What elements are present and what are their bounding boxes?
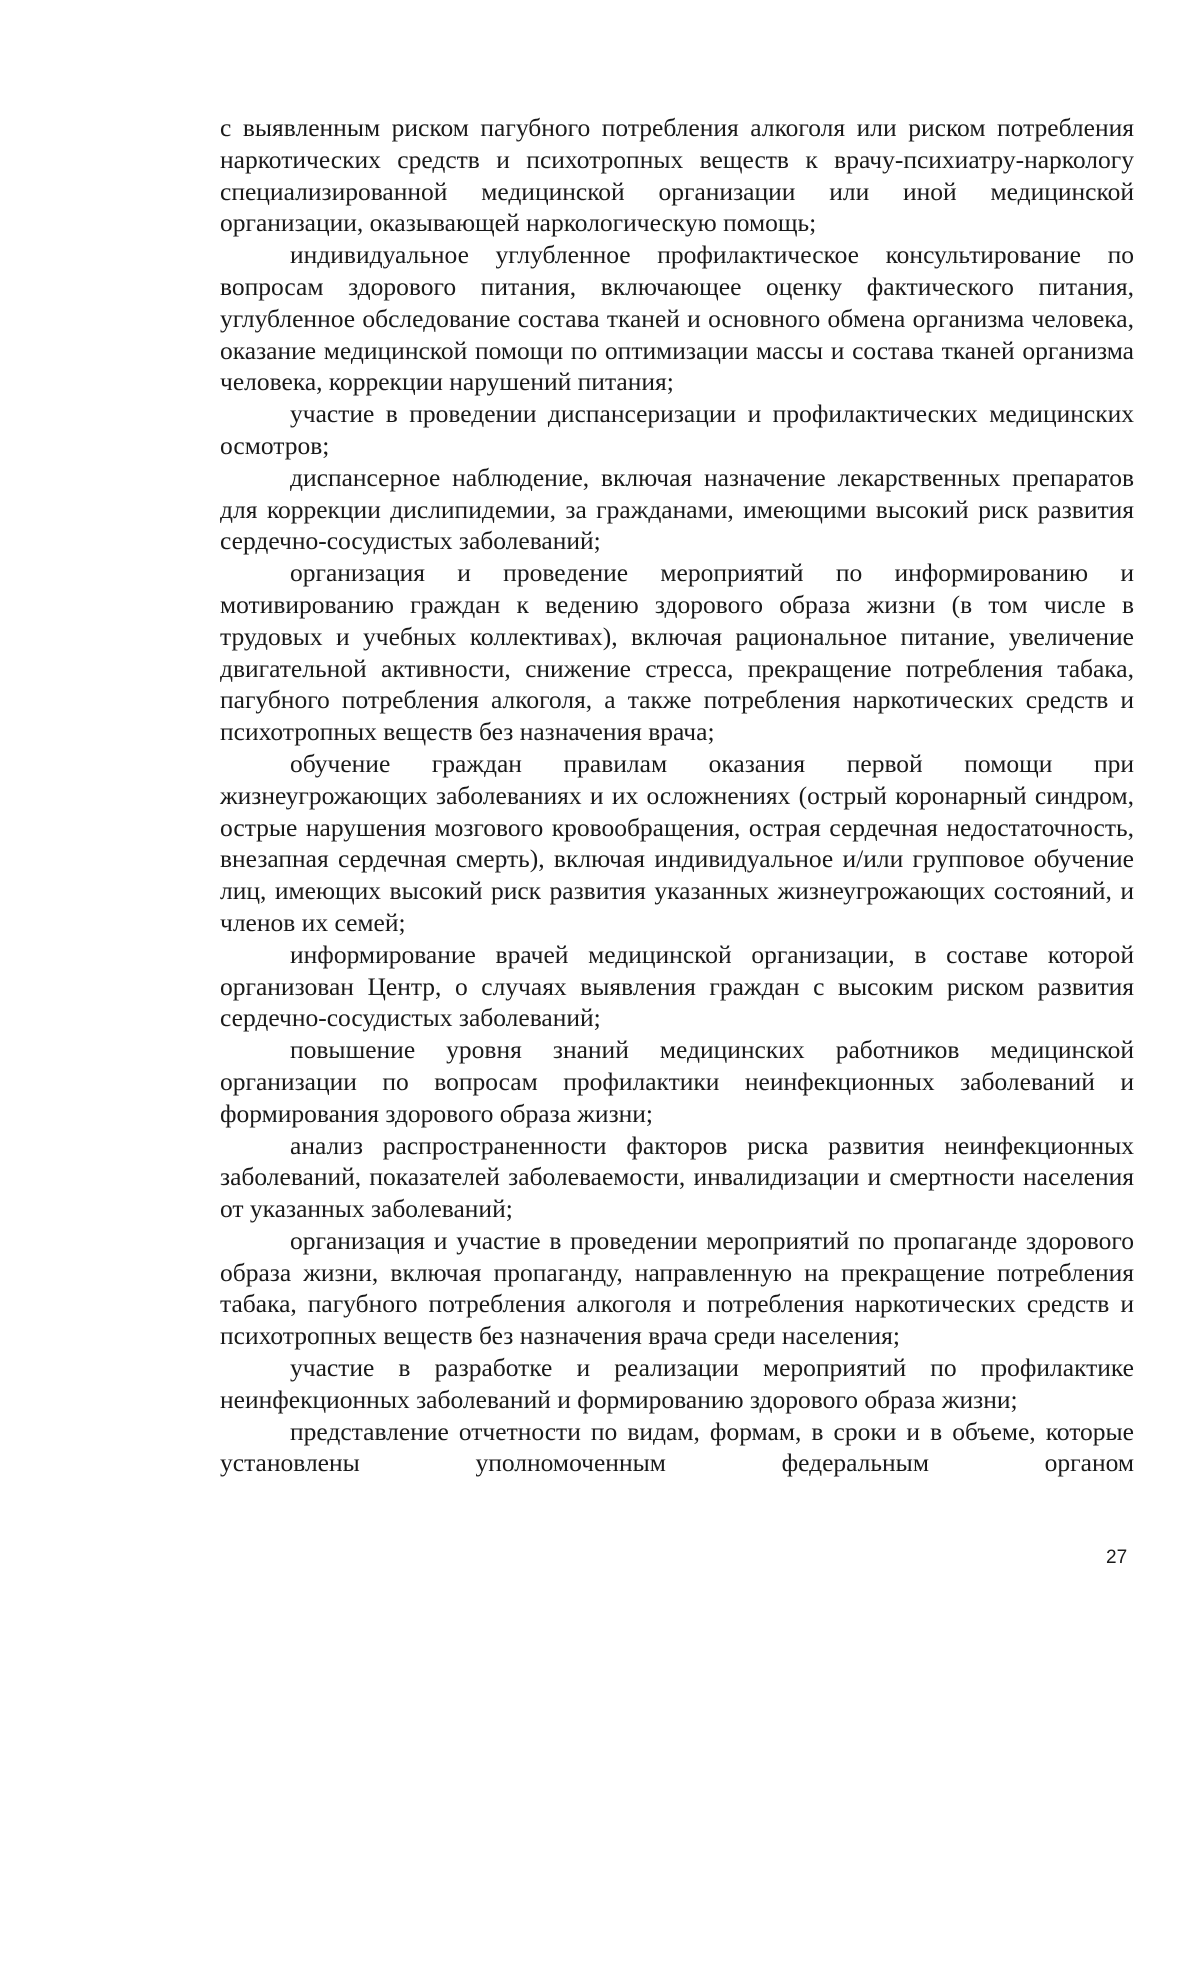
paragraph-3: участие в проведении диспансеризации и профилактических медицинских осмотров; — [220, 399, 1134, 460]
paragraph-2: индивидуальное углубленное профилактическое консультирование по вопросам здорового питания, включающее оценку фактического питания, углубленное обследование состава тканей и основного обмена организма человека, оказание медицинской помощи по оптимизации массы и состава тканей организма человека, коррекции нарушений питания; — [220, 240, 1134, 397]
paragraph-12: представление отчетности по видам, формам, в сроки и в объеме, которые установлены уполномоченным федеральным органом — [220, 1416, 1134, 1478]
paragraph-10: организация и участие в проведении мероприятий по пропаганде здорового образа жизни, включая пропаганду, направленную на прекращение потребления табака, пагубного потребления алкоголя и потребления наркотических средств и психотропных веществ без назначения врача среди населения; — [220, 1225, 1134, 1351]
document-body — [220, 112, 1134, 1479]
paragraph-5: организация и проведение мероприятий по информированию и мотивированию граждан к ведению здорового образа жизни (в том числе в трудовых и учебных коллективах), включая рациональное питание, увеличение двигательной активности, снижение стресса, прекращение потребления табака, пагубного потребления алкоголя, а также потребления наркотических средств и психотропных веществ без назначения врача; — [220, 558, 1134, 747]
paragraph-8: повышение уровня знаний медицинских работников медицинской организации по вопросам профилактики неинфекционных заболеваний и формирования здорового образа жизни; — [220, 1035, 1134, 1128]
paragraph-4: диспансерное наблюдение, включая назначение лекарственных препаратов для коррекции дислипидемии, за гражданами, имеющими высокий риск развития сердечно-сосудистых заболеваний; — [220, 462, 1134, 556]
paragraph-9: анализ распространенности факторов риска развития неинфекционных заболеваний, показателей заболеваемости, инвалидизации и смертности населения от указанных заболеваний; — [220, 1130, 1134, 1224]
paragraph-6: обучение граждан правилам оказания первой помощи при жизнеугрожающих заболеваниях и их осложнениях (острый коронарный синдром, острые нарушения мозгового кровообращения, острая сердечная недостаточность, внезапная сердечная смерть), включая индивидуальное и/или групповое обучение лиц, имеющих высокий риск развития указанных жизнеугрожающих состояний, и членов их семей; — [220, 748, 1134, 937]
paragraph-7: информирование врачей медицинской организации, в составе которой организован Центр, о случаях выявления граждан с высоким риском развития сердечно-сосудистых заболеваний; — [220, 939, 1134, 1033]
paragraph-11: участие в разработке и реализации мероприятий по профилактике неинфекционных заболеваний и формированию здорового образа жизни; — [220, 1353, 1134, 1414]
page-number: 27 — [1106, 1547, 1128, 1568]
paragraph-1: с выявленным риском пагубного потребления алкоголя или риском потребления наркотических средств и психотропных веществ к врачу-психиатру-наркологу специализированной медицинской организации или иной медицинской организации, оказывающей наркологическую помощь; — [220, 113, 1134, 238]
